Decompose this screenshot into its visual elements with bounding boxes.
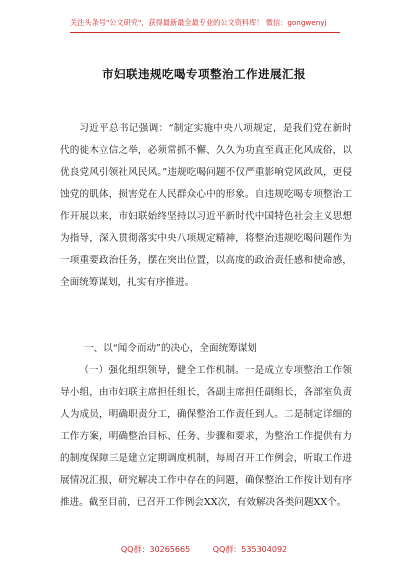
body-paragraph: （一）强化组织领导，健全工作机制。一是成立专项整治工作领导小组，由市妇联主席担任组长，各副主席担任副组长，各部室负责人为成员，明确职责分工，确保整治工作责任到人。二是制定详细的工作方案，明确整治目标、任务、步骤和要求，为整治工作提供有力的制度保障三是建立定期调度机制，每周召开工作例会，听取工作进展情况汇报，研究解决工作中存在的问题，确保整治工作按计划有序推进。截至目前，已召开工作例会XX次，有效解决各类问题XX个。	[60, 365, 352, 508]
document-title: 市妇联违规吃喝专项整治工作进展汇报	[102, 67, 306, 81]
section-heading: 一、以“闻令而动”的决心，全面统筹谋划	[84, 343, 257, 354]
qq-group-1: QQ群：30265665	[120, 545, 191, 554]
promo-header: 关注头条号"公文研究"，获得最新最全最专业的公文资料库！ 微信：gongwenyj	[70, 18, 340, 33]
qq-group-2: QQ群：535304092	[212, 545, 288, 554]
footer-contacts	[0, 544, 408, 555]
intro-paragraph: 习近平总书记强调：“制定实施中央八项规定，是我们党在新时代的徙木立信之举，必须常抓不懈、久久为功直至真正化风成俗，以优良党风引领社风民风。”违规吃喝问题不仅严重影响党风政风，更侵蚀党的肌体，损害党在人民群众心中的形象。自违规吃喝专项整治工作开展以来，市妇联始终坚持以习近平新时代中国特色社会主义思想为指导，深入贯彻落实中央八项规定精神，将整治违规吃喝问题作为一项重要政治任务，摆在突出位置，以高度的政治责任感和使命感，全面统筹谋划，扎实有序推进。	[60, 123, 352, 288]
